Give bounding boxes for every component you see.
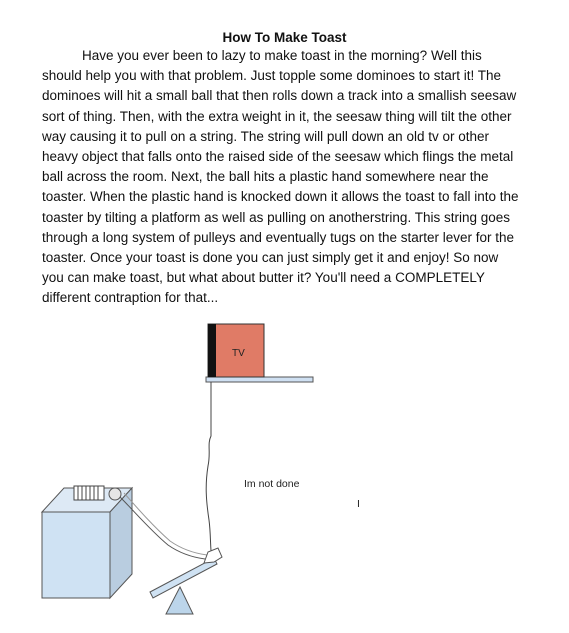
document-body-paragraph: Have you ever been to lazy to make toast in the morning? Well this should help you with that problem. Just topple some dominoes to start it! The dominoes will hit a small ball that then rolls down a track into a smallish seesaw sort of thing. Then, with the extra weight in it, the seesaw thing will tilt the other way causing it to pull on a string. The string will pull down an old tv or other heavy object that falls onto the raised side of the seesaw which flings the metal ball across the room. Next, the ball hits a plastic hand somewhere near the toaster. When the plastic hand is knocked down it allows the toast to fall into the toaster by tilting a platform as well as pulling on anotherstring. This string goes through a long system of pulleys and eventually tugs on the starter lever for the toaster. Once your toast is done you can just simply get it and enjoy! So now you can make toast, but what about butter it? You'll need a COMPLETELY different contraption for that... xyxy=(42,48,519,306)
ball-track-inner xyxy=(124,493,207,555)
seesaw-cup xyxy=(204,548,222,563)
text-cursor: I xyxy=(357,498,360,510)
tv-label: TV xyxy=(232,348,245,359)
toaster-front xyxy=(42,512,110,598)
toaster-slots xyxy=(74,486,104,500)
tv-side-panel xyxy=(208,324,216,377)
metal-ball xyxy=(109,488,121,500)
not-done-note: Im not done xyxy=(244,478,300,490)
ball-track xyxy=(120,497,205,559)
toaster xyxy=(42,486,132,598)
tv-shelf xyxy=(206,377,313,382)
document-title: How To Make Toast xyxy=(222,30,347,45)
pull-string xyxy=(206,382,212,560)
seesaw-fulcrum xyxy=(166,587,193,614)
seesaw xyxy=(150,548,222,614)
tv xyxy=(208,324,264,377)
seesaw-board xyxy=(150,558,217,598)
